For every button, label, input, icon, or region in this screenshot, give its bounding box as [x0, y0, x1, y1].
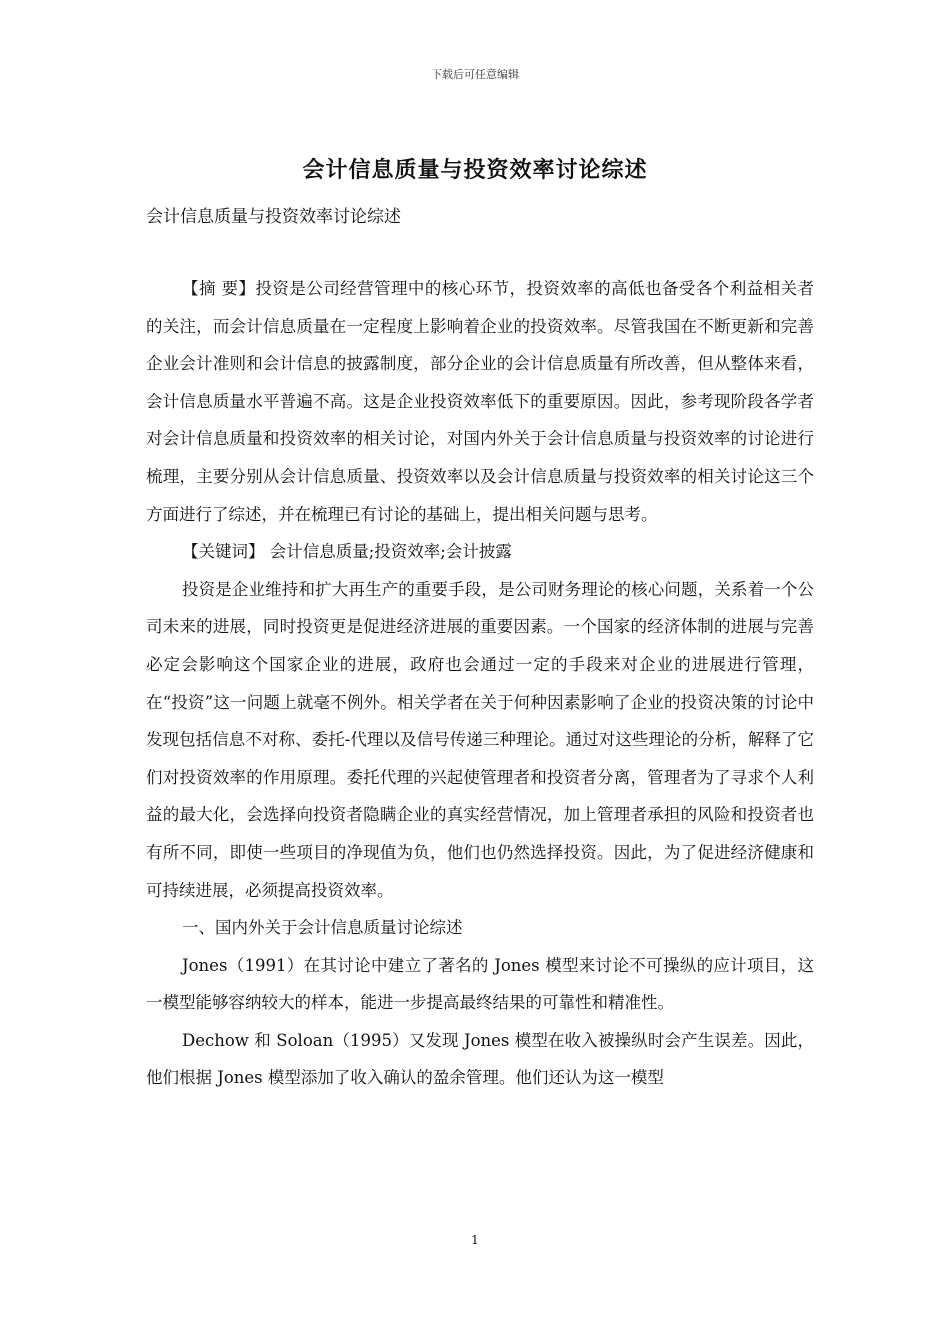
body-paragraph-1: 投资是企业维持和扩大再生产的重要手段，是公司财务理论的核心问题，关系着一个公司未来的进展，同时投资更是促进经济进展的重要因素。一个国家的经济体制的进展与完善必定会影响这个国家企业的进展，政府也会通过一定的手段来对企业的进展进行管理，在“投资”这一问题上就毫不例外。相关学者在关于何种因素影响了企业的投资决策的讨论中发现包括信息不对称、委托-代理以及信号传递三种理论。通过对这些理论的分析，解释了它们对投资效率的作用原理。委托代理的兴起使管理者和投资者分离，管理者为了寻求个人利益的最大化，会选择向投资者隐瞒企业的真实经营情况，加上管理者承担的风险和投资者也有所不同，即使一些项目的净现值为负，他们也仍然选择投资。因此，为了促进经济健康和可持续进展，必须提高投资效率。	[146, 579, 814, 900]
abstract-text: 投资是公司经营管理中的核心环节，投资效率的高低也备受各个利益相关者的关注，而会计信息质量在一定程度上影响着企业的投资效率。尽管我国在不断更新和完善企业会计准则和会计信息的披露制度，部分企业的会计信息质量有所改善，但从整体来看，会计信息质量水平普遍不高。这是企业投资效率低下的重要原因。因此，参考现阶段各学者对会计信息质量和投资效率的相关讨论，对国内外关于会计信息质量与投资效率的讨论进行梳理，主要分别从会计信息质量、投资效率以及会计信息质量与投资效率的相关讨论这三个方面进行了综述，并在梳理已有讨论的基础上，提出相关问题与思考。	[146, 279, 815, 524]
body-paragraph-2: Jones（1991）在其讨论中建立了著名的 Jones 模型来讨论不可操纵的应计项目，这一模型能够容纳较大的样本，能进一步提高最终结果的可靠性和精准性。	[146, 955, 814, 1013]
section-heading-1: 一、国内外关于会计信息质量讨论综述	[182, 918, 463, 938]
abstract-label: 【摘 要】	[182, 279, 256, 298]
document-subtitle: 会计信息质量与投资效率讨论综述	[146, 207, 401, 227]
keywords-paragraph	[146, 533, 814, 571]
keywords-label: 【关键词】	[182, 542, 265, 562]
body-paragraph-3: Dechow 和 Soloan（1995）又发现 Jones 模型在收入被操纵时会产生误差。因此，他们根据 Jones 模型添加了收入确认的盈余管理。他们还认为这一模型	[146, 1030, 814, 1088]
document-body	[146, 270, 814, 1097]
page-number: 1	[471, 1233, 479, 1247]
abstract-paragraph	[146, 270, 814, 533]
keywords-text: 会计信息质量;投资效率;会计披露	[264, 542, 512, 562]
document-title: 会计信息质量与投资效率讨论综述	[302, 158, 648, 183]
header-note: 下载后可任意编辑	[431, 68, 519, 81]
